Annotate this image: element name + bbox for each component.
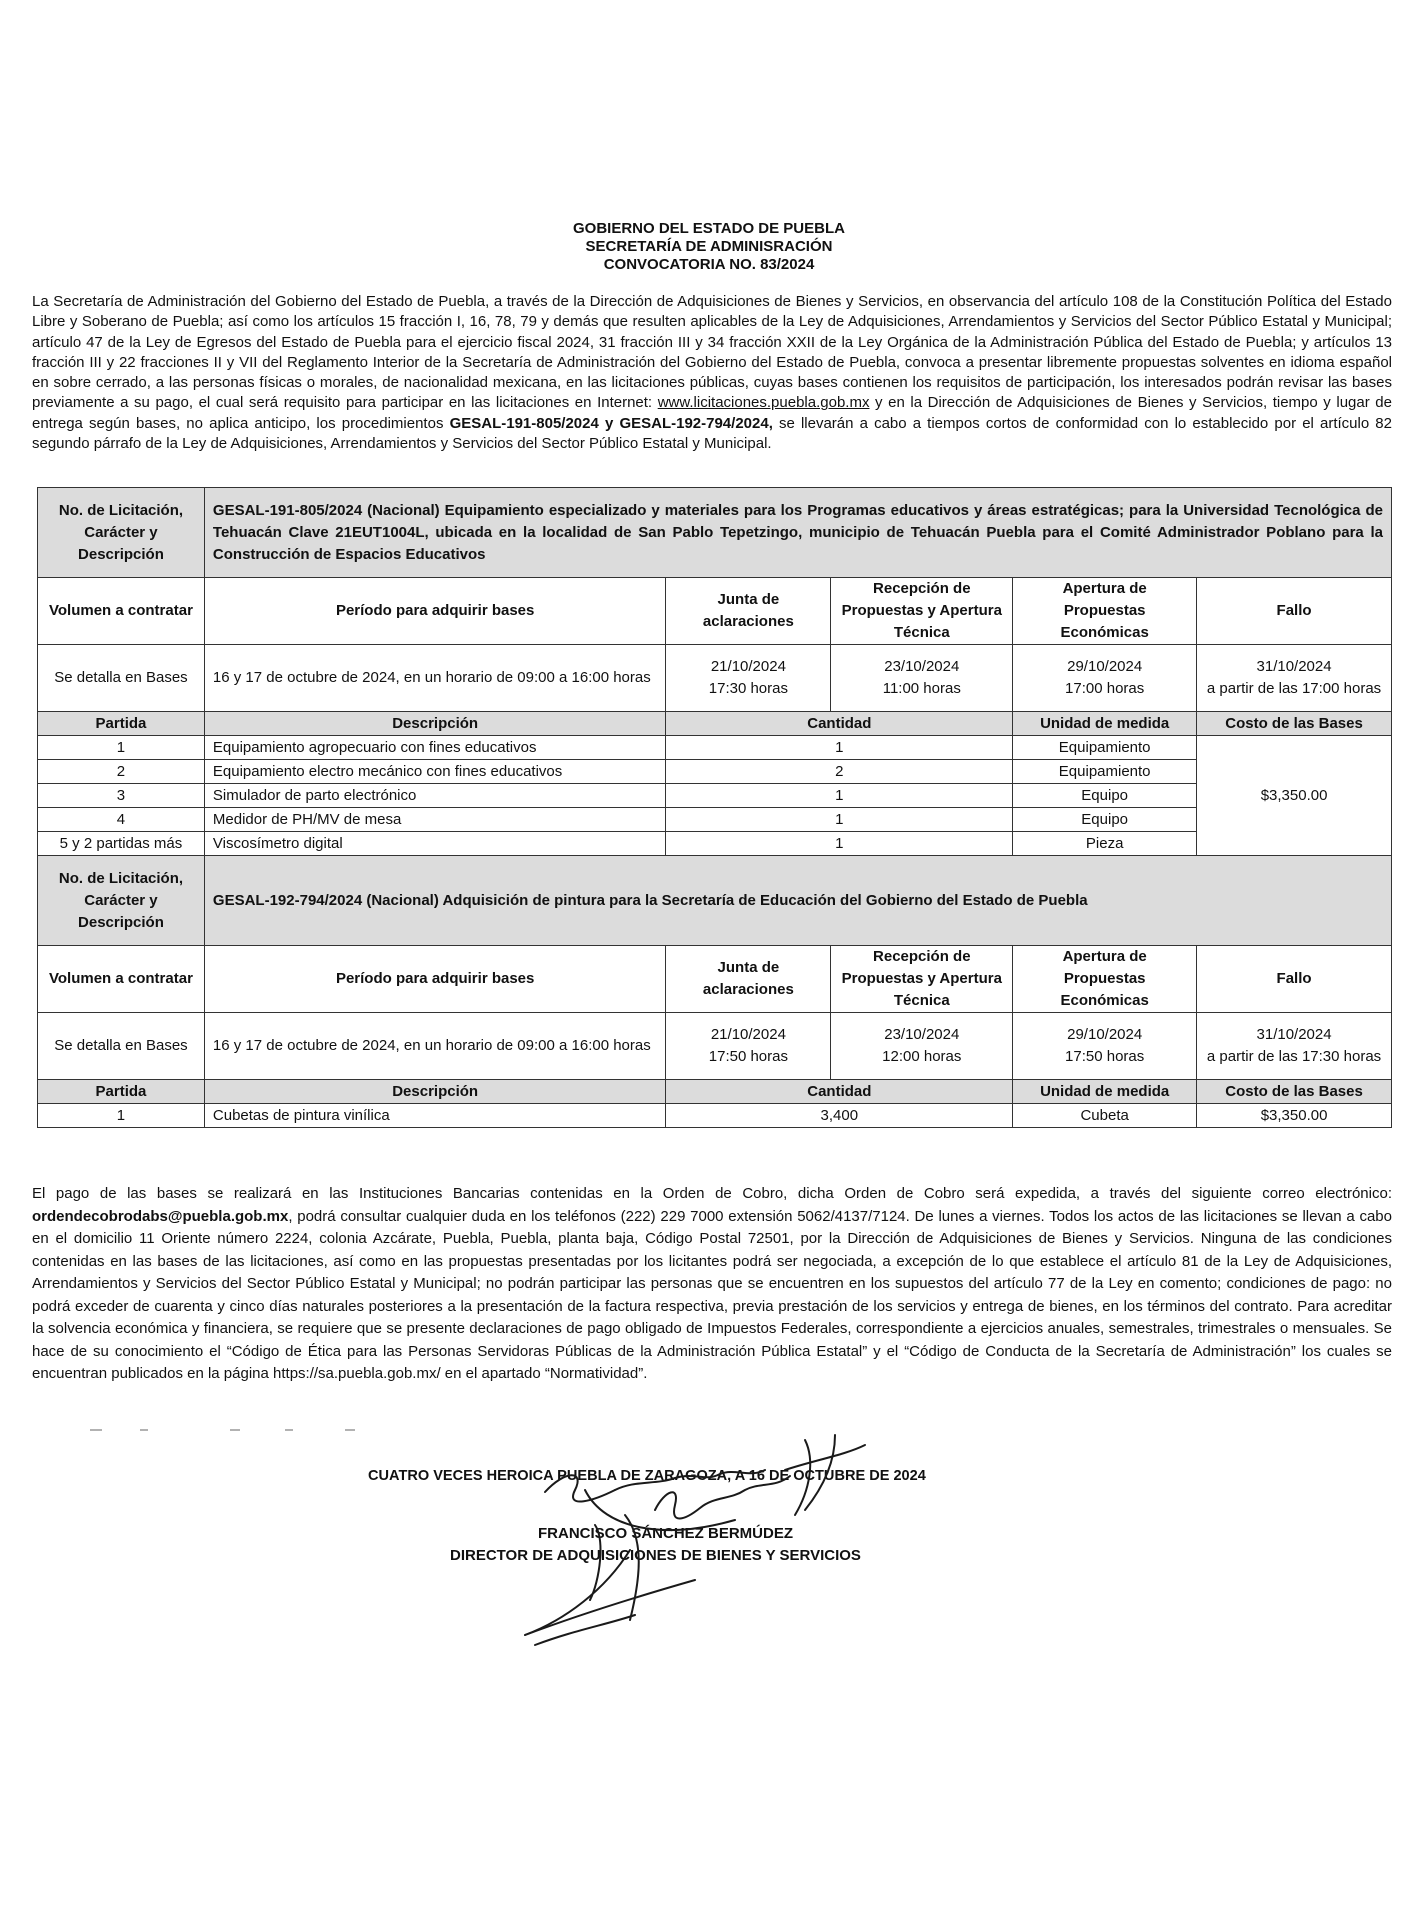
- partida-unit: Equipamiento: [1013, 760, 1197, 784]
- lic2-items-header: [38, 1080, 1392, 1104]
- cantidad-label: Cantidad: [666, 1080, 1013, 1104]
- partida-number: 3: [38, 784, 205, 808]
- lic2-no-label: No. de Licitación, Carácter y Descripción: [38, 856, 205, 946]
- lic2-junta-time: 17:50 horas: [708, 1048, 788, 1065]
- table-row: [38, 784, 1392, 808]
- lic2-schedule-header: [38, 946, 1392, 1013]
- lic2-volumen: Se detalla en Bases: [38, 1013, 205, 1080]
- partida-quantity: 1: [666, 736, 1013, 760]
- intro-text-1: La Secretaría de Administración del Gobierno del Estado de Puebla, a través de la Dirección de Adquisiciones de Bienes y Servicios, en observancia del artículo 108 de la Constitución Política del Estado Libre y Soberano de Puebla; así como los artículos 15 fracción I, 16, 78, 79 y demás que resulten aplicables de la Ley de Adquisiciones, Arrendamientos y Servicios del Sector Público Estatal y Municipal; artículo 47 de la Ley de Egresos del Estado de Puebla para el ejercicio fiscal 2024, 31 fracción III y 34 fracción XXII de la Ley Orgánica de la Administración Pública del Estado de Puebla; y artículos 13 fracción III y 22 fracciones II y VII del Reglamento Interior de la Secretaría de Administración del Gobierno del Estado de Puebla, convoca a presentar libremente propuestas solventes en idioma español en sobre cerrado, a las personas físicas o morales, de nacionalidad mexicana, en las licitaciones públicas, cuyas bases contienen los requisitos de participación, los interesados podrán revisar las bases previamente a su pago, el cual será requisito para participar en las licitaciones en Internet:: [32, 293, 1392, 412]
- place-and-date: CUATRO VECES HEROICA PUEBLA DE ZARAGOZA, A 16 DE OCTUBRE DE 2024: [368, 1467, 926, 1484]
- lic2-apertura-date: 29/10/2024: [1067, 1026, 1143, 1043]
- partida-unit: Equipamiento: [1013, 736, 1197, 760]
- procedure-2: GESAL-192-794/2024,: [619, 414, 773, 432]
- footer-text-1: El pago de las bases se realizará en las Instituciones Bancarias contenidas en la Orden de Cobro, dicha Orden de Cobro será expedida, a través del siguiente correo electrónico:: [32, 1185, 1392, 1202]
- lic1-title-row: [38, 488, 1392, 578]
- table-row: [38, 1104, 1392, 1128]
- lic1-apertura-date: 29/10/2024: [1067, 658, 1143, 675]
- lic2-apertura: [1013, 1013, 1197, 1080]
- descripcion-label: Descripción: [204, 1080, 666, 1104]
- lic1-recepcion-date: 23/10/2024: [884, 658, 960, 675]
- fallo-label: Fallo: [1197, 578, 1392, 645]
- licitaciones-table: [37, 487, 1392, 1128]
- partida-description: Equipamiento electro mecánico con fines educativos: [204, 760, 666, 784]
- signer-name: FRANCISCO SÁNCHEZ BERMÚDEZ: [538, 1525, 793, 1542]
- apertura-label: Apertura de Propuestas Económicas: [1013, 946, 1197, 1013]
- costo-label: Costo de las Bases: [1197, 1080, 1392, 1104]
- volumen-label: Volumen a contratar: [38, 946, 205, 1013]
- lic1-schedule-row: [38, 645, 1392, 712]
- table-row: [38, 760, 1392, 784]
- partida-unit: Cubeta: [1013, 1104, 1197, 1128]
- partida-description: Equipamiento agropecuario con fines educativos: [204, 736, 666, 760]
- secretariat-title: SECRETARÍA DE ADMINISRACIÓN: [585, 238, 833, 255]
- lic2-periodo: 16 y 17 de octubre de 2024, en un horario de 09:00 a 16:00 horas: [204, 1013, 666, 1080]
- lic1-apertura: [1013, 645, 1197, 712]
- lic2-fallo-time: a partir de las 17:30 horas: [1206, 1048, 1382, 1065]
- partida-description: Simulador de parto electrónico: [204, 784, 666, 808]
- periodo-label: Período para adquirir bases: [204, 578, 666, 645]
- lic2-apertura-time: 17:50 horas: [1065, 1048, 1145, 1065]
- lic2-fallo: [1197, 1013, 1392, 1080]
- partida-number: 1: [38, 1104, 205, 1128]
- partida-quantity: 3,400: [666, 1104, 1013, 1128]
- lic1-junta-date: 21/10/2024: [710, 658, 786, 675]
- lic1-fallo-date: 31/10/2024: [1256, 658, 1332, 675]
- unidad-label: Unidad de medida: [1013, 1080, 1197, 1104]
- intro-paragraph: [32, 292, 1392, 454]
- intro-text-3: se llevarán a cabo a tiempos cortos de conformidad con lo establecido por el artículo 82 segundo párrafo de la Ley de Adquisiciones, Arrendamientos y Servicios del Sector Público Estatal y Municipal.: [32, 414, 1392, 453]
- recepcion-label: Recepción de Propuestas y Apertura Técnica: [831, 578, 1013, 645]
- lic2-costo: $3,350.00: [1197, 1104, 1392, 1128]
- partida-unit: Equipo: [1013, 784, 1197, 808]
- intro-and: y: [598, 414, 620, 432]
- partida-number: 2: [38, 760, 205, 784]
- lic1-fallo-time: a partir de las 17:00 horas: [1206, 680, 1382, 697]
- partida-quantity: 1: [666, 784, 1013, 808]
- lic1-items-header: [38, 712, 1392, 736]
- partida-quantity: 1: [666, 832, 1013, 856]
- unidad-label: Unidad de medida: [1013, 712, 1197, 736]
- table-row: [38, 736, 1392, 760]
- scan-artifact-marks: [90, 1427, 370, 1433]
- lic2-description: GESAL-192-794/2024 (Nacional) Adquisición de pintura para la Secretaría de Educación del Gobierno del Estado de Puebla: [204, 856, 1391, 946]
- call-number: CONVOCATORIA NO. 83/2024: [603, 256, 815, 273]
- periodo-label: Período para adquirir bases: [204, 946, 666, 1013]
- volumen-label: Volumen a contratar: [38, 578, 205, 645]
- partida-unit: Equipo: [1013, 808, 1197, 832]
- apertura-label: Apertura de Propuestas Económicas: [1013, 578, 1197, 645]
- lic2-recepcion-date: 23/10/2024: [884, 1026, 960, 1043]
- lic1-costo: $3,350.00: [1197, 736, 1392, 856]
- billing-email[interactable]: ordendecobrodabs@puebla.gob.mx: [32, 1207, 289, 1225]
- lic1-junta: [666, 645, 831, 712]
- lic2-fallo-date: 31/10/2024: [1256, 1026, 1332, 1043]
- lic2-title-row: [38, 856, 1392, 946]
- partida-number: 1: [38, 736, 205, 760]
- partida-quantity: 2: [666, 760, 1013, 784]
- lic2-schedule-row: [38, 1013, 1392, 1080]
- partida-description: Cubetas de pintura vinílica: [204, 1104, 666, 1128]
- partida-description: Medidor de PH/MV de mesa: [204, 808, 666, 832]
- lic1-recepcion-time: 11:00 horas: [882, 680, 961, 697]
- lic1-description: GESAL-191-805/2024 (Nacional) Equipamiento especializado y materiales para los Programas educativos y áreas estratégicas; para la Universidad Tecnológica de Tehuacán Clave 21EUT1004L, ubicada en la localidad de San Pablo Tepetzingo, municipio de Tehuacán Puebla para el Comité Administrador Poblano para la Construcción de Espacios Educativos: [204, 488, 1391, 578]
- descripcion-label: Descripción: [204, 712, 666, 736]
- lic1-recepcion: [831, 645, 1013, 712]
- licitaciones-link[interactable]: www.licitaciones.puebla.gob.mx: [657, 394, 870, 412]
- junta-label: Junta de aclaraciones: [666, 946, 831, 1013]
- partida-label: Partida: [38, 712, 205, 736]
- lic1-volumen: Se detalla en Bases: [38, 645, 205, 712]
- partida-number: 4: [38, 808, 205, 832]
- partida-description: Viscosímetro digital: [204, 832, 666, 856]
- payment-paragraph: [32, 1183, 1392, 1386]
- cantidad-label: Cantidad: [666, 712, 1013, 736]
- intro-text-2: y en la Dirección de Adquisiciones de Bienes y Servicios, tiempo y lugar de entrega según bases, no aplica anticipo, los procedimientos: [32, 394, 1392, 432]
- document-header: [0, 220, 1418, 274]
- recepcion-label: Recepción de Propuestas y Apertura Técnica: [831, 946, 1013, 1013]
- junta-label: Junta de aclaraciones: [666, 578, 831, 645]
- lic1-no-label: No. de Licitación, Carácter y Descripción: [38, 488, 205, 578]
- government-title: GOBIERNO DEL ESTADO DE PUEBLA: [573, 220, 845, 237]
- lic1-schedule-header: [38, 578, 1392, 645]
- lic2-recepcion: [831, 1013, 1013, 1080]
- lic2-recepcion-time: 12:00 horas: [882, 1048, 962, 1065]
- procedure-1: GESAL-191-805/2024: [449, 414, 599, 432]
- lic1-fallo: [1197, 645, 1392, 712]
- fallo-label: Fallo: [1197, 946, 1392, 1013]
- lic1-apertura-time: 17:00 horas: [1065, 680, 1145, 697]
- table-row: [38, 808, 1392, 832]
- partida-unit: Pieza: [1013, 832, 1197, 856]
- costo-label: Costo de las Bases: [1197, 712, 1392, 736]
- partida-number: 5 y 2 partidas más: [38, 832, 205, 856]
- lic2-junta-date: 21/10/2024: [710, 1026, 786, 1043]
- signer-title: DIRECTOR DE ADQUISICIONES DE BIENES Y SERVICIOS: [450, 1547, 861, 1564]
- table-row: [38, 832, 1392, 856]
- footer-text-2: , podrá consultar cualquier duda en los teléfonos (222) 229 7000 extensión 5062/4137/7124. De lunes a viernes. Todos los actos de las licitaciones se llevan a cabo en el domicilio 11 Oriente número 2224, colonia Azcárate, Puebla, Puebla, planta baja, Código Postal 72501, por la Dirección de Adquisiciones de Bienes y Servicios. Ninguna de las condiciones contenidas en las bases de las licitaciones, así como en las propuestas presentadas por los licitantes podrá ser negociada, a excepción de lo que establece el artículo 81 de la Ley de Adquisiciones, Arrendamientos y Servicios del Sector Público Estatal y Municipal; no podrán participar las personas que se encuentren en los supuestos del artículo 77 de la Ley en comento; condiciones de pago: no podrá exceder de cuarenta y cinco días naturales posteriores a la presentación de la factura respectiva, previa prestación de los servicios y entrega de bienes, en los términos del contrato. Para acreditar la solvencia económica y financiera, se requiere que se presente declaraciones de pago obligado de Impuestos Federales, correspondiente a ejercicios anuales, semestrales, trimestrales o mensuales. Se hace de su conocimiento el “Código de Ética para las Personas Servidoras Públicas de la Administración Pública Estatal” y el “Código de Conducta de la Secretaría de Administración” los cuales se encuentran publicados en la página https://sa.puebla.gob.mx/ en el apartado “Normatividad”.: [32, 1207, 1392, 1382]
- partida-label: Partida: [38, 1080, 205, 1104]
- handwritten-signature: [505, 1430, 935, 1670]
- lic1-junta-time: 17:30 horas: [708, 680, 788, 697]
- lic2-junta: [666, 1013, 831, 1080]
- partida-quantity: 1: [666, 808, 1013, 832]
- lic1-periodo: 16 y 17 de octubre de 2024, en un horario de 09:00 a 16:00 horas: [204, 645, 666, 712]
